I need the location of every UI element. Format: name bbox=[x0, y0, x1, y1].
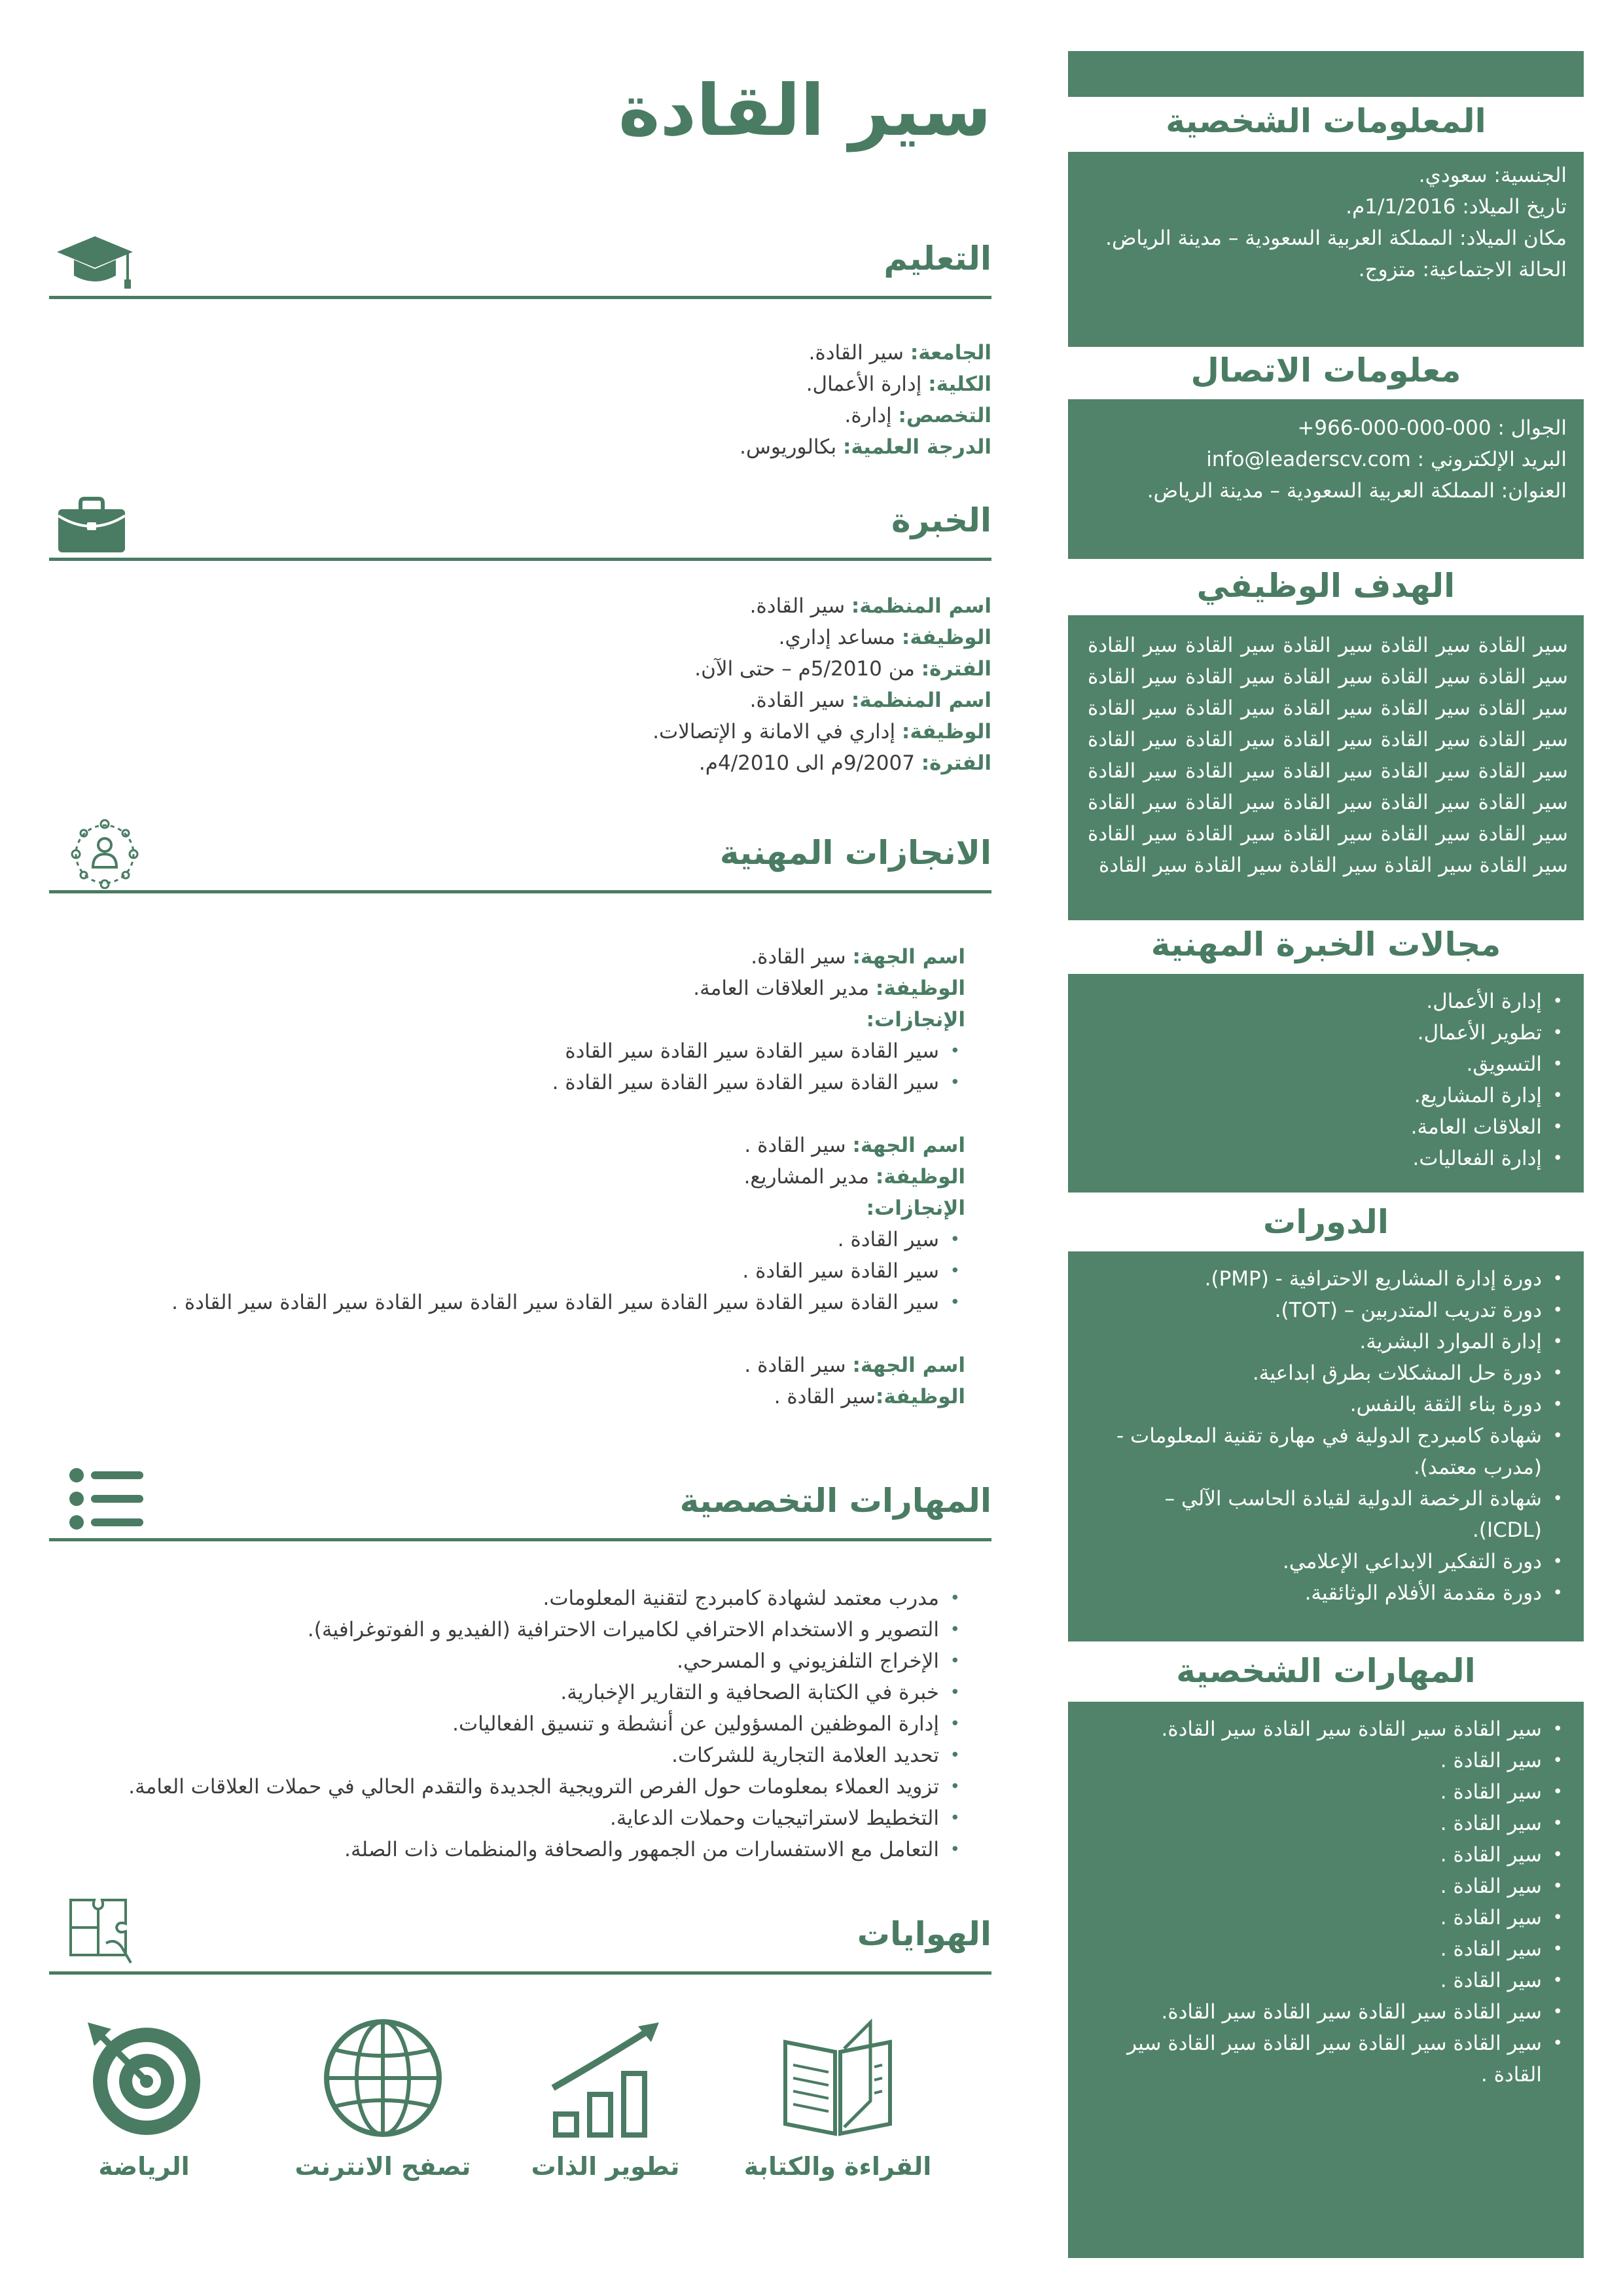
birth-place: مكان الميلاد: المملكة العربية السعودية – مدينة الرياض. bbox=[1105, 226, 1567, 250]
experience-row: اسم المنظمة: سير القادة. bbox=[749, 594, 991, 618]
fields-title: مجالات الخبرة المهنية bbox=[1150, 925, 1501, 963]
briefcase-icon bbox=[56, 496, 128, 558]
achievement-item: • سير القادة سير القادة . bbox=[49, 1255, 965, 1287]
contact-panel bbox=[1068, 399, 1584, 559]
experience-row: الفترة: من 5/2010م – حتى الآن. bbox=[694, 657, 991, 681]
experience-row: الفترة: 9/2007م الى 4/2010م. bbox=[698, 751, 991, 775]
personal-skill-item: • سير القادة . bbox=[1088, 1902, 1567, 1933]
tech-skill-item: • تزويد العملاء بمعلومات حول الفرص الترويجية الجديدة والتقدم الحالي في حملات العلاقات العامة. bbox=[49, 1771, 965, 1803]
hobby-label: تطوير الذات bbox=[531, 2152, 680, 2181]
course-item: • دورة مقدمة الأفلام الوثائقية. bbox=[1094, 1577, 1567, 1609]
achievements-divider bbox=[49, 890, 991, 893]
achievement-org: اسم الجهة: سير القادة. bbox=[751, 945, 965, 969]
achievements-details bbox=[49, 941, 991, 1412]
hobby-label: القراءة والكتابة bbox=[743, 2152, 932, 2181]
birth-date: تاريخ الميلاد: 1/1/2016م. bbox=[1346, 195, 1567, 219]
page-title: سير القادة bbox=[618, 70, 991, 152]
education-row: الجامعة: سير القادة. bbox=[808, 341, 991, 365]
hobbies-divider bbox=[49, 1971, 991, 1975]
education-divider bbox=[49, 296, 991, 299]
achievement-job: الوظيفة:سير القادة . bbox=[774, 1385, 965, 1408]
achievement-item: • سير القادة سير القادة سير القادة سير القادة bbox=[49, 1035, 965, 1067]
growth-chart-icon bbox=[507, 2016, 704, 2143]
achievement-item: • سير القادة . bbox=[49, 1224, 965, 1255]
achievement-org: اسم الجهة: سير القادة . bbox=[744, 1354, 965, 1377]
achievements-title: الانجازات المهنية bbox=[719, 834, 991, 872]
achievement-job: الوظيفة: مدير العلاقات العامة. bbox=[693, 977, 965, 1000]
personal-skills-title: المهارات الشخصية bbox=[1176, 1652, 1476, 1690]
marital-status: الحالة الاجتماعية: متزوج. bbox=[1358, 258, 1567, 281]
main-column bbox=[49, 0, 991, 2296]
tech-skills-title: المهارات التخصصية bbox=[679, 1482, 991, 1520]
tech-skill-item: • تحديد العلامة التجارية للشركات. bbox=[49, 1740, 965, 1771]
tech-skill-item: • خبرة في الكتابة الصحافية و التقارير الإخبارية. bbox=[49, 1677, 965, 1708]
list-icon bbox=[67, 1466, 146, 1534]
personal-info-title: المعلومات الشخصية bbox=[1166, 102, 1486, 140]
tech-skills-list bbox=[49, 1583, 991, 1865]
hobby-reading bbox=[740, 2016, 936, 2181]
objective-panel bbox=[1068, 615, 1584, 920]
fields-panel bbox=[1068, 974, 1584, 1193]
personal-skill-item: • سير القادة . bbox=[1088, 1871, 1567, 1902]
personal-skill-item: • سير القادة . bbox=[1088, 1776, 1567, 1808]
contact-title: معلومات الاتصال bbox=[1190, 351, 1461, 389]
puzzle-icon bbox=[65, 1895, 137, 1969]
achievement-label: الإنجازات: bbox=[866, 1196, 965, 1220]
personal-skill-item: • سير القادة سير القادة سير القادة سير القادة. bbox=[1088, 1713, 1567, 1745]
hobby-label: الرياضة bbox=[98, 2152, 190, 2181]
achievement-label: الإنجازات: bbox=[866, 1008, 965, 1031]
course-item: • إدارة الموارد البشرية. bbox=[1094, 1326, 1567, 1357]
field-item: • إدارة الأعمال. bbox=[1088, 986, 1567, 1017]
experience-row: اسم المنظمة: سير القادة. bbox=[749, 689, 991, 712]
field-item: • تطوير الأعمال. bbox=[1088, 1017, 1567, 1049]
tech-skill-item: • التصوير و الاستخدام الاحترافي لكاميرات الاحترافية (الفيديو و الفوتوغرافية). bbox=[49, 1614, 965, 1645]
tech-skill-item: • التعامل مع الاستفسارات من الجمهور والصحافة والمنظمات ذات الصلة. bbox=[49, 1834, 965, 1865]
experience-divider bbox=[49, 558, 991, 561]
hobby-self-development bbox=[507, 2016, 704, 2181]
field-item: • التسويق. bbox=[1088, 1049, 1567, 1080]
tech-skills-divider bbox=[49, 1538, 991, 1541]
course-item: • دورة حل المشكلات بطرق ابداعية. bbox=[1094, 1357, 1567, 1389]
experience-row: الوظيفة: مساعد إداري. bbox=[778, 626, 991, 649]
team-network-icon bbox=[65, 815, 144, 896]
course-item: • دورة تدريب المتدربين – (TOT). bbox=[1094, 1295, 1567, 1326]
personal-skill-item: • سير القادة . bbox=[1088, 1745, 1567, 1776]
personal-skill-item: • سير القادة . bbox=[1088, 1839, 1567, 1871]
objective-text: سير القادة سير القادة سير القادة سير القادة سير القادة سير القادة سير القادة سير القادة سير القادة سير القادة سير القادة سير القادة سير القادة سير القادة سير القادة سير القادة سير القادة سير القادة سير القادة سير القادة سير القادة سير القادة سير القادة سير القادة سير القادة سير القادة سير القادة سير القادة سير القادة سير القادة سير القادة سير القادة سير القادة سير القادة سير القادة سير القادة سير القادة سير القادة سير القادة سير القادة bbox=[1088, 634, 1568, 877]
courses-panel bbox=[1068, 1251, 1584, 1641]
email: البريد الإلكتروني : info@leaderscv.com bbox=[1206, 448, 1567, 471]
hobbies-title: الهوايات bbox=[857, 1915, 991, 1953]
target-icon bbox=[46, 2016, 242, 2143]
tech-skill-item: • إدارة الموظفين المسؤولين عن أنشطة و تنسيق الفعاليات. bbox=[49, 1708, 965, 1740]
course-item: • شهادة الرخصة الدولية لقيادة الحاسب الآلي – (ICDL). bbox=[1094, 1483, 1567, 1546]
education-row: التخصص: إدارة. bbox=[844, 404, 991, 427]
personal-info-lines bbox=[1068, 152, 1584, 285]
objective-title: الهدف الوظيفي bbox=[1196, 567, 1455, 605]
field-item: • إدارة الفعاليات. bbox=[1088, 1143, 1567, 1174]
personal-skill-item: • سير القادة . bbox=[1088, 1965, 1567, 1996]
personal-skills-panel bbox=[1068, 1702, 1584, 2258]
field-item: • العلاقات العامة. bbox=[1088, 1111, 1567, 1143]
achievement-item: • سير القادة سير القادة سير القادة سير القادة . bbox=[49, 1067, 965, 1098]
graduation-cap-icon bbox=[56, 232, 134, 294]
sidebar bbox=[1068, 0, 1584, 2296]
education-row: الكلية: إدارة الأعمال. bbox=[806, 372, 991, 396]
globe-icon bbox=[285, 2016, 481, 2143]
education-details bbox=[740, 337, 991, 463]
personal-info-panel bbox=[1068, 152, 1584, 347]
personal-skill-item: • سير القادة سير القادة سير القادة سير القادة سير القادة . bbox=[1088, 2028, 1567, 2090]
course-item: • دورة بناء الثقة بالنفس. bbox=[1094, 1389, 1567, 1420]
experience-details bbox=[652, 590, 991, 779]
hobby-internet bbox=[285, 2016, 481, 2181]
hobby-sports bbox=[46, 2016, 242, 2181]
phone: الجوال : 000-000-000-966+ bbox=[1297, 416, 1567, 440]
course-item: • دورة إدارة المشاريع الاحترافية - (PMP). bbox=[1094, 1263, 1567, 1295]
tech-skill-item: • الإخراج التلفزيوني و المسرحي. bbox=[49, 1645, 965, 1677]
education-title: التعليم bbox=[883, 240, 991, 278]
sidebar-top-band bbox=[1068, 51, 1584, 97]
nationality: الجنسية: سعودي. bbox=[1418, 164, 1567, 187]
courses-title: الدورات bbox=[1262, 1203, 1389, 1241]
personal-skill-item: • سير القادة . bbox=[1088, 1808, 1567, 1839]
tech-skill-item: • مدرب معتمد لشهادة كامبردج لتقنية المعلومات. bbox=[49, 1583, 965, 1614]
course-item: • شهادة كامبردج الدولية في مهارة تقنية المعلومات - (مدرب معتمد). bbox=[1094, 1420, 1567, 1483]
achievement-job: الوظيفة: مدير المشاريع. bbox=[743, 1165, 965, 1189]
personal-skill-item: • سير القادة . bbox=[1088, 1933, 1567, 1965]
address: العنوان: المملكة العربية السعودية – مدينة الرياض. bbox=[1147, 479, 1567, 503]
achievement-org: اسم الجهة: سير القادة . bbox=[744, 1134, 965, 1157]
education-row: الدرجة العلمية: بكالوريوس. bbox=[740, 435, 991, 459]
experience-row: الوظيفة: إداري في الامانة و الإتصالات. bbox=[652, 720, 991, 744]
book-icon bbox=[740, 2016, 936, 2143]
personal-skill-item: • سير القادة سير القادة سير القادة سير القادة. bbox=[1088, 1996, 1567, 2028]
course-item: • دورة التفكير الابداعي الإعلامي. bbox=[1094, 1546, 1567, 1577]
experience-title: الخبرة bbox=[891, 501, 991, 539]
tech-skill-item: • التخطيط لاستراتيجيات وحملات الدعاية. bbox=[49, 1803, 965, 1834]
field-item: • إدارة المشاريع. bbox=[1088, 1080, 1567, 1111]
hobby-label: تصفح الانترنت bbox=[294, 2152, 471, 2181]
achievement-item: • سير القادة سير القادة سير القادة سير القادة سير القادة سير القادة سير القادة سير القادة . bbox=[49, 1287, 965, 1318]
